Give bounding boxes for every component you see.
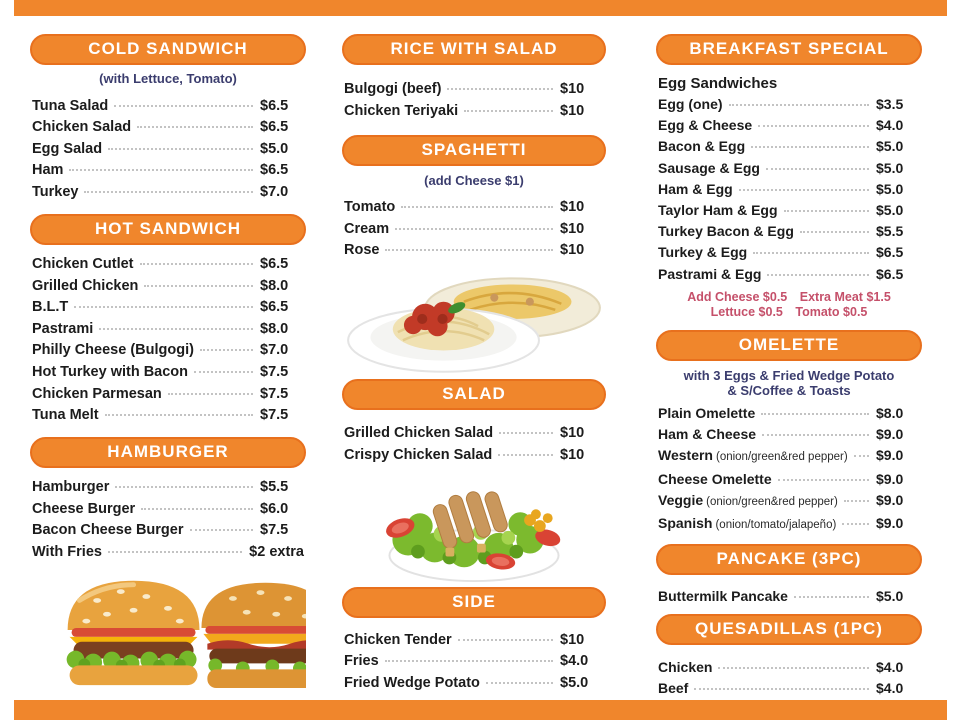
item-price: $7.5 (260, 385, 289, 402)
chicken-salad-bowl-photo (342, 469, 606, 585)
item-name: Pastrami & Egg (658, 265, 762, 282)
item-price: $10 (560, 102, 585, 119)
menu-item (344, 425, 604, 442)
section-header-salad: SALAD (342, 379, 606, 410)
item-name: Ham (32, 162, 64, 179)
item-name: Grilled Chicken (32, 277, 139, 294)
dotted-leader (447, 88, 553, 90)
section-header-hot-sandwich: HOT SANDWICH (30, 214, 306, 245)
item-price: $8.0 (260, 277, 289, 294)
menu-item (658, 202, 920, 219)
dotted-leader (842, 523, 869, 525)
section-header-breakfast-special: BREAKFAST SPECIAL (656, 34, 922, 65)
menu-item (658, 492, 920, 511)
bacon-cheeseburger-illustration (201, 583, 306, 688)
item-price: $10 (560, 220, 585, 237)
menu-item (344, 199, 604, 216)
item-price: $5.0 (876, 201, 904, 218)
dotted-leader (758, 125, 869, 127)
item-price: $10 (560, 631, 585, 648)
spaghetti-list (342, 199, 606, 259)
section-header-side: SIDE (342, 587, 606, 618)
item-price: $6.5 (260, 255, 289, 272)
menu-item (658, 515, 920, 534)
dotted-leader (499, 432, 553, 434)
dotted-leader (108, 148, 253, 150)
item-price: $4.0 (876, 658, 904, 675)
item-name: Hot Turkey with Bacon (32, 363, 189, 380)
item-name: Rose (344, 242, 380, 259)
dotted-leader (395, 228, 553, 230)
item-name: Egg (one) (658, 96, 723, 112)
item-name: Chicken Parmesan (32, 385, 162, 402)
dotted-leader (844, 500, 869, 502)
item-price: $6.5 (876, 244, 904, 261)
item-price: $3.5 (876, 96, 904, 112)
cold-sandwich-subtitle: (with Lettuce, Tomato) (99, 71, 237, 86)
item-price: $4.0 (876, 117, 904, 134)
section-header-hamburger: HAMBURGER (30, 437, 306, 468)
item-price: $6.0 (260, 500, 289, 517)
dotted-leader (694, 688, 869, 690)
item-name: Turkey Bacon & Egg (658, 223, 794, 240)
dotted-leader (794, 596, 869, 598)
item-price: $7.5 (260, 363, 289, 380)
dotted-leader (137, 126, 253, 128)
breakfast-note-line-2: Lettuce $0.5 Tomato $0.5 (710, 305, 868, 320)
item-name: Chicken (658, 658, 713, 675)
menu-item (32, 321, 304, 338)
item-name: Bacon Cheese Burger (32, 522, 184, 539)
menu-item (32, 479, 304, 496)
bottom-border-bar (14, 700, 947, 720)
item-name: Sausage & Egg (658, 159, 760, 176)
section-header-omelette: OMELETTE (656, 330, 922, 361)
item-name: Turkey (32, 183, 79, 200)
item-name: Egg Salad (32, 140, 103, 157)
item-name: Fried Wedge Potato (344, 674, 480, 691)
dotted-leader (84, 191, 253, 193)
item-name: Cheese Omelette (658, 470, 772, 487)
dotted-leader (739, 189, 869, 191)
item-name: Philly Cheese (Bulgogi) (32, 342, 194, 359)
column-middle (342, 0, 606, 696)
item-price: $7.5 (260, 522, 289, 539)
hot-sandwich-list (30, 256, 306, 424)
quesadillas-list (656, 659, 922, 697)
menu-item (32, 162, 304, 179)
item-price: $2 extra (249, 543, 304, 560)
menu-item (32, 184, 304, 201)
item-price: $7.5 (260, 407, 289, 424)
menu-item (344, 221, 604, 238)
item-name: Turkey & Egg (658, 244, 748, 261)
dotted-leader (729, 104, 869, 106)
spaghetti-subtitle: (add Cheese $1) (424, 172, 524, 188)
item-price: $9.0 (876, 514, 904, 531)
dotted-leader (141, 508, 253, 510)
item-price: $10 (560, 199, 585, 216)
column-right (656, 0, 922, 701)
egg-sandwiches-subheading: Egg Sandwiches (658, 75, 778, 92)
item-name: Buttermilk Pancake (658, 587, 788, 604)
menu-item (344, 103, 604, 120)
item-price: $6.5 (260, 162, 289, 179)
item-price: $7.0 (260, 342, 289, 359)
item-name: Veggie (658, 491, 704, 508)
menu-item (344, 675, 604, 692)
dotted-leader (385, 660, 553, 662)
item-price: $6.5 (260, 97, 289, 114)
dotted-leader (458, 639, 553, 641)
item-price: $5.0 (876, 587, 904, 604)
menu-item (32, 364, 304, 381)
item-price: $5.0 (560, 674, 589, 691)
menu-item (658, 244, 920, 261)
menu-item (32, 141, 304, 158)
item-price: $8.0 (876, 404, 904, 421)
menu-item (32, 98, 304, 115)
dotted-leader (766, 168, 869, 170)
item-name: Pastrami (32, 320, 94, 337)
item-name: Chicken Cutlet (32, 255, 134, 272)
dotted-leader (800, 231, 869, 233)
dotted-leader (168, 393, 253, 395)
menu-item (658, 138, 920, 155)
item-price: $8.0 (260, 320, 289, 337)
menu-item (32, 522, 304, 539)
menu-item (658, 447, 920, 466)
menu-item (32, 278, 304, 295)
dotted-leader (464, 110, 553, 112)
item-name: Grilled Chicken Salad (344, 425, 494, 442)
dotted-leader (751, 146, 869, 148)
item-name: Spanish (658, 514, 713, 531)
item-name: Taylor Ham & Egg (658, 201, 778, 218)
item-price: $4.0 (876, 680, 904, 697)
menu-item (658, 405, 920, 422)
menu-item (658, 659, 920, 676)
item-name: Chicken Teriyaki (344, 102, 459, 119)
dotted-leader (486, 682, 553, 684)
item-name: B.L.T (32, 299, 69, 316)
menu-item (344, 81, 604, 98)
dotted-leader (718, 667, 869, 669)
menu-item (32, 544, 304, 561)
item-price: $6.5 (260, 119, 289, 136)
item-price: $5.0 (876, 159, 904, 176)
menu-item (32, 256, 304, 273)
dotted-leader (753, 252, 869, 254)
hamburger-list (30, 479, 306, 561)
salad-list (342, 425, 606, 464)
side-list (342, 632, 606, 692)
omelette-list (656, 405, 922, 534)
dotted-leader (498, 454, 553, 456)
dotted-leader (401, 206, 553, 208)
column-left (30, 0, 306, 690)
item-name: Hamburger (32, 479, 110, 496)
item-detail: (onion/green&red pepper) (706, 495, 838, 508)
menu-item (658, 181, 920, 198)
menu-item (658, 471, 920, 488)
dotted-leader (761, 413, 869, 415)
item-name: Tuna Melt (32, 407, 99, 424)
item-price: $7.0 (260, 183, 289, 200)
item-name: Chicken Salad (32, 119, 132, 136)
menu-item (658, 117, 920, 134)
dotted-leader (190, 529, 254, 531)
item-name: Tomato (344, 199, 396, 216)
item-price: $5.0 (876, 180, 904, 197)
item-name: Ham & Cheese (658, 426, 757, 443)
dotted-leader (115, 486, 253, 488)
item-name: Plain Omelette (658, 404, 756, 421)
menu-item (344, 447, 604, 464)
item-price: $5.5 (260, 479, 289, 496)
item-name: Bulgogi (beef) (344, 81, 442, 97)
section-header-spaghetti: SPAGHETTI (342, 135, 606, 166)
menu-item (32, 342, 304, 359)
item-price: $9.0 (876, 447, 904, 464)
dotted-leader (762, 434, 869, 436)
item-name: Crispy Chicken Salad (344, 446, 493, 463)
menu-item (658, 426, 920, 443)
item-name: Tuna Salad (32, 97, 109, 114)
item-detail: (onion/tomato/jalapeño) (715, 518, 837, 531)
section-header-pancake: PANCAKE (3PC) (656, 544, 922, 575)
dotted-leader (784, 210, 869, 212)
dotted-leader (69, 169, 253, 171)
menu-item (344, 653, 604, 670)
item-price: $6.5 (876, 265, 904, 282)
dotted-leader (99, 328, 253, 330)
menu-item (344, 242, 604, 259)
menu-item (658, 680, 920, 697)
dotted-leader (385, 249, 553, 251)
item-name: Chicken Tender (344, 631, 452, 648)
menu-item (344, 632, 604, 649)
item-price: $9.0 (876, 470, 904, 487)
menu-item (32, 119, 304, 136)
omelette-subtitle-line-1: with 3 Eggs & Fried Wedge Potato (683, 367, 895, 383)
item-price: $4.0 (560, 653, 589, 670)
menu-item (32, 501, 304, 518)
two-burgers-photo (30, 567, 306, 690)
omelette-subtitle-line-2: & S/Coffee & Toasts (727, 383, 851, 399)
burger-illustration (67, 581, 200, 685)
spaghetti-plates-photo (342, 267, 606, 375)
breakfast-special-list (656, 96, 922, 283)
item-name: With Fries (32, 543, 102, 560)
dotted-leader (778, 479, 869, 481)
item-name: Western (658, 447, 713, 464)
dotted-leader (854, 455, 869, 457)
item-price: $5.5 (876, 223, 904, 240)
cold-sandwich-list (30, 98, 306, 201)
dotted-leader (108, 551, 242, 553)
item-name: Beef (658, 680, 689, 697)
dotted-leader (114, 105, 253, 107)
menu-item (32, 299, 304, 316)
item-price: $6.5 (260, 299, 289, 316)
item-name: Bacon & Egg (658, 138, 746, 155)
item-price: $10 (560, 242, 585, 259)
pancake-list (656, 588, 922, 605)
item-price: $10 (560, 425, 585, 442)
item-price: $9.0 (876, 426, 904, 443)
section-header-quesadillas: QUESADILLAS (1PC) (656, 614, 922, 645)
dotted-leader (194, 371, 253, 373)
menu-item (658, 160, 920, 177)
breakfast-note-line-1: Add Cheese $0.5 Extra Meat $1.5 (687, 289, 891, 304)
menu-item (32, 407, 304, 424)
item-name: Egg & Cheese (658, 117, 753, 134)
item-detail: (onion/green&red pepper) (715, 451, 848, 464)
item-name: Ham & Egg (658, 180, 733, 197)
menu-item (32, 386, 304, 403)
item-price: $10 (560, 81, 585, 97)
menu-item (658, 588, 920, 605)
menu-item (658, 96, 920, 113)
item-price: $10 (560, 446, 585, 463)
rice-with-salad-list (342, 81, 606, 120)
dotted-leader (140, 263, 253, 265)
dotted-leader (144, 285, 253, 287)
item-price: $9.0 (876, 491, 904, 508)
dotted-leader (767, 274, 869, 276)
section-header-cold-sandwich: COLD SANDWICH (30, 34, 306, 65)
item-price: $5.0 (876, 138, 904, 155)
section-header-rice-with-salad: RICE WITH SALAD (342, 34, 606, 65)
dotted-leader (200, 349, 253, 351)
menu-item (658, 223, 920, 240)
menu-item (658, 266, 920, 283)
item-price: $5.0 (260, 140, 289, 157)
dotted-leader (74, 306, 253, 308)
item-name: Cheese Burger (32, 500, 136, 517)
dotted-leader (105, 414, 253, 416)
item-name: Cream (344, 220, 390, 237)
item-name: Fries (344, 653, 379, 670)
